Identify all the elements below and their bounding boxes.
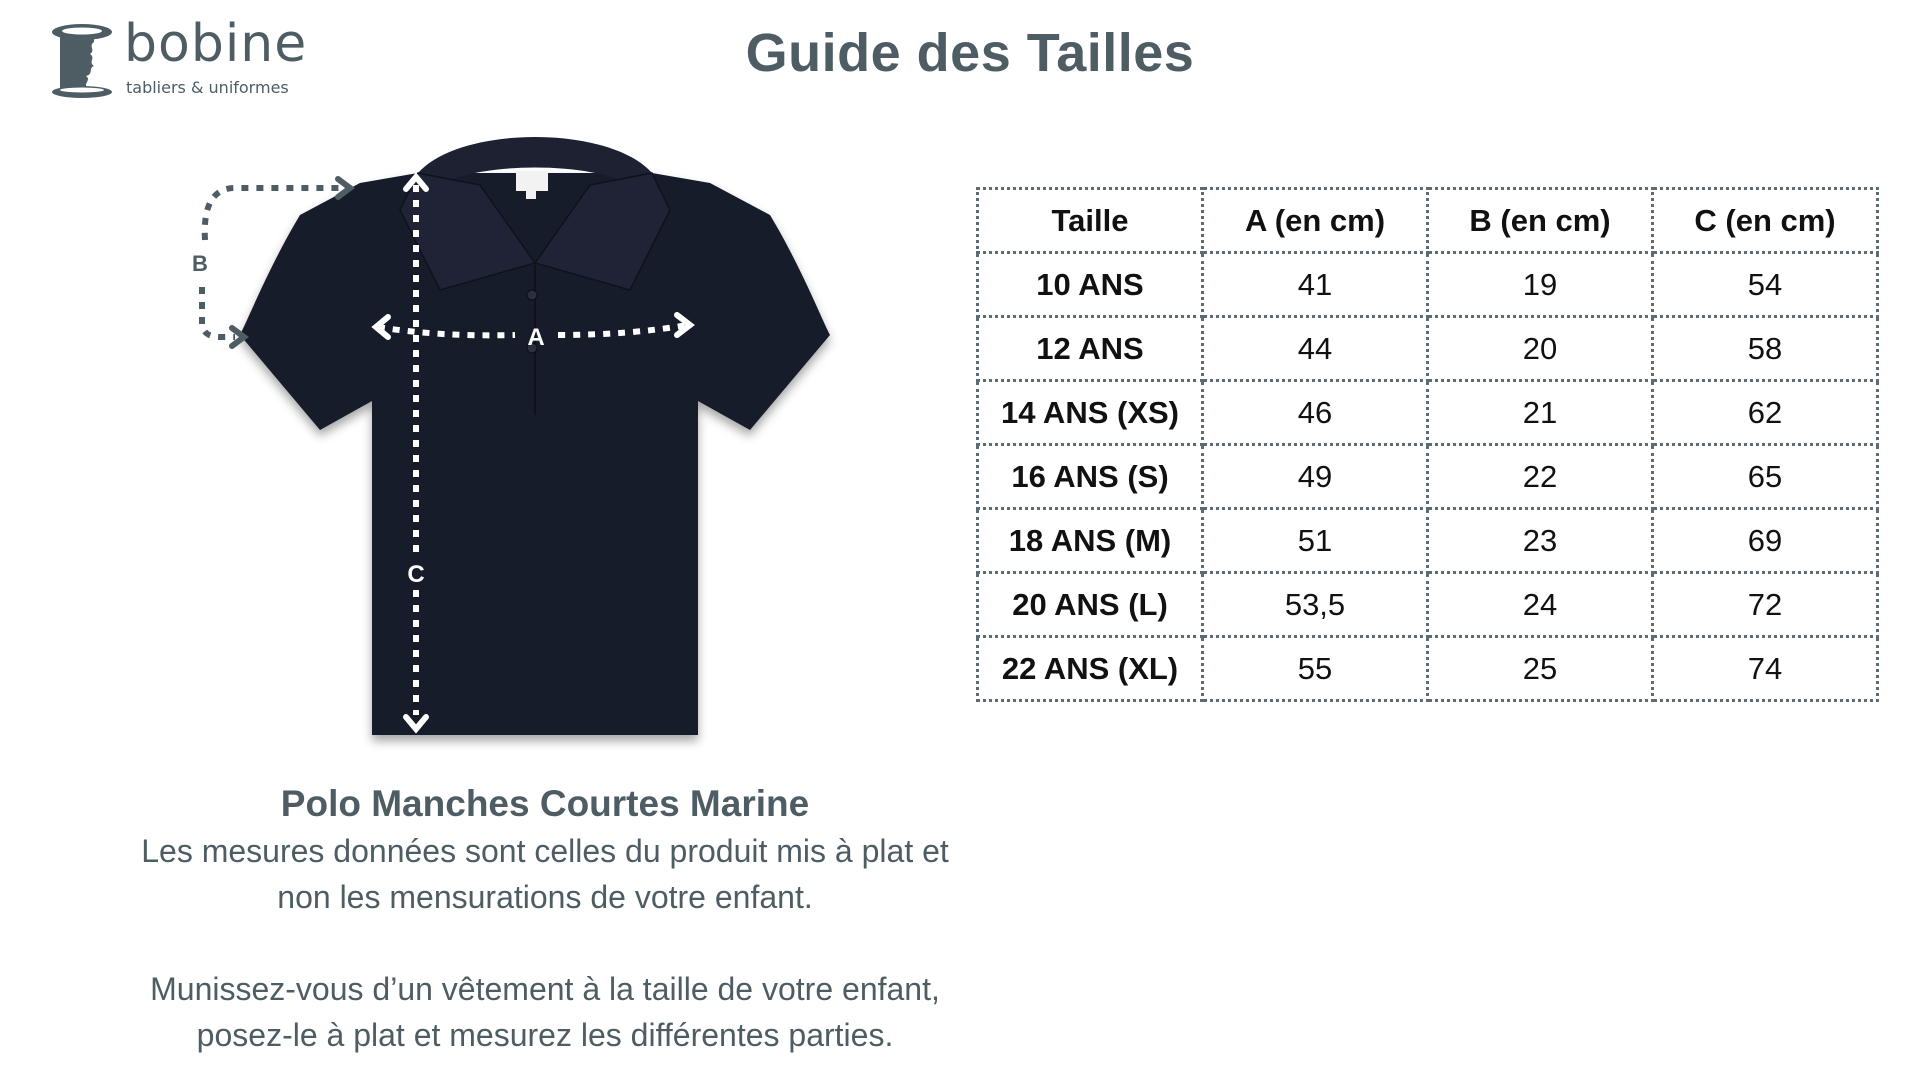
b-cell: 22: [1428, 445, 1653, 509]
garment-diagram: [180, 115, 880, 755]
table-row: [978, 445, 1878, 509]
a-cell: 55: [1203, 637, 1428, 701]
table-row: [978, 381, 1878, 445]
header-a: A (en cm): [1203, 189, 1428, 253]
table-row: [978, 317, 1878, 381]
table-row: [978, 253, 1878, 317]
a-cell: 51: [1203, 509, 1428, 573]
instruction-line: posez-le à plat et mesurez les différentes parties.: [196, 1017, 894, 1053]
c-cell: 72: [1653, 573, 1878, 637]
size-table: [976, 187, 1879, 702]
b-cell: 23: [1428, 509, 1653, 573]
brand-tagline: tabliers & uniformes: [126, 78, 289, 97]
product-name: Polo Manches Courtes Marine: [280, 783, 810, 824]
size-cell: 10 ANS: [978, 253, 1203, 317]
table-header-row: [978, 189, 1878, 253]
description-line: non les mensurations de votre enfant.: [277, 879, 813, 915]
c-cell: 69: [1653, 509, 1878, 573]
size-cell: 22 ANS (XL): [978, 637, 1203, 701]
description-line: Les mesures données sont celles du produit mis à plat et: [141, 833, 949, 869]
a-cell: 44: [1203, 317, 1428, 381]
page-title: Guide des Tailles: [745, 23, 1195, 83]
product-description: [40, 780, 1050, 1058]
c-cell: 62: [1653, 381, 1878, 445]
size-cell: 16 ANS (S): [978, 445, 1203, 509]
header-c: C (en cm): [1653, 189, 1878, 253]
b-cell: 21: [1428, 381, 1653, 445]
header-size: Taille: [978, 189, 1203, 253]
b-cell: 25: [1428, 637, 1653, 701]
size-cell: 18 ANS (M): [978, 509, 1203, 573]
a-cell: 49: [1203, 445, 1428, 509]
measure-a-label: A: [527, 324, 545, 351]
polo-shirt-illustration: [180, 115, 880, 755]
table-row: [978, 509, 1878, 573]
measure-b-label: B: [192, 251, 208, 276]
brand-name: bobine: [124, 14, 308, 74]
b-cell: 24: [1428, 573, 1653, 637]
measure-c-label: C: [407, 561, 425, 588]
c-cell: 65: [1653, 445, 1878, 509]
c-cell: 74: [1653, 637, 1878, 701]
size-cell: 20 ANS (L): [978, 573, 1203, 637]
table-row: [978, 637, 1878, 701]
a-cell: 53,5: [1203, 573, 1428, 637]
size-cell: 12 ANS: [978, 317, 1203, 381]
b-cell: 19: [1428, 253, 1653, 317]
c-cell: 58: [1653, 317, 1878, 381]
c-cell: 54: [1653, 253, 1878, 317]
a-cell: 41: [1203, 253, 1428, 317]
b-cell: 20: [1428, 317, 1653, 381]
instruction-line: Munissez-vous d’un vêtement à la taille de votre enfant,: [150, 971, 940, 1007]
size-cell: 14 ANS (XS): [978, 381, 1203, 445]
a-cell: 46: [1203, 381, 1428, 445]
table-row: [978, 573, 1878, 637]
header-b: B (en cm): [1428, 189, 1653, 253]
